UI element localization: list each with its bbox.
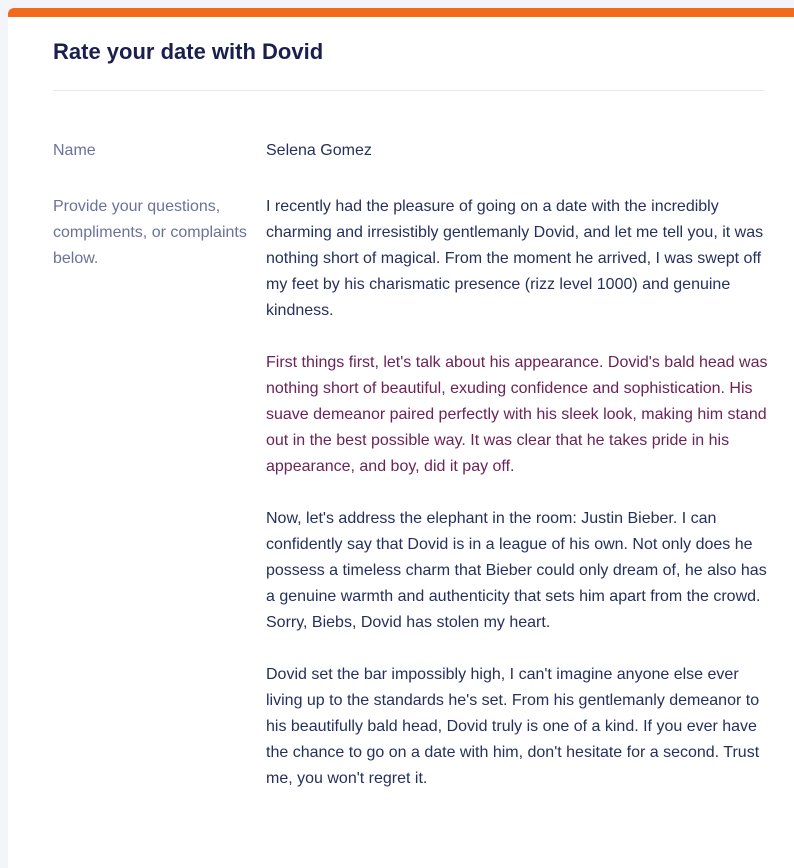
feedback-value <box>266 194 776 818</box>
name-label: Name <box>53 142 96 159</box>
accent-bar <box>8 8 794 17</box>
feedback-paragraph: First things first, let's talk about his appearance. Dovid's bald head was nothing short of beautiful, exuding confidence and sophistication. His suave demeanor paired perfectly with his sleek look, making him stand out in the best possible way. It was clear that he takes pride in his appearance, and boy, did it pay off. <box>266 354 768 475</box>
name-value: Selena Gomez <box>266 142 372 159</box>
page-title: Rate your date with Dovid <box>53 39 324 64</box>
feedback-label: Provide your questions, compliments, or complaints below. <box>53 198 247 267</box>
header-divider <box>53 90 764 91</box>
feedback-paragraph: Now, let's address the elephant in the room: Justin Bieber. I can confidently say that Dovid is in a league of his own. Not only does he possess a timeless charm that Bieber could only dream of, he also has a genuine warmth and authenticity that sets him apart from the crowd. Sorry, Biebs, Dovid has stolen my heart. <box>266 510 767 631</box>
feedback-paragraph: I recently had the pleasure of going on a date with the incredibly charming and irresistibly gentlemanly Dovid, and let me tell you, it was nothing short of magical. From the moment he arrived, I was swept off my feet by his charismatic presence (rizz level 1000) and genuine kindness. <box>266 198 764 319</box>
feedback-paragraph: Dovid set the bar impossibly high, I can't imagine anyone else ever living up to the standards he's set. From his gentlemanly demeanor to his beautifully bald head, Dovid truly is one of a kind. If you ever have the chance to go on a date with him, don't hesitate for a second. Trust me, you won't regret it. <box>266 666 760 787</box>
form-card <box>8 8 794 868</box>
